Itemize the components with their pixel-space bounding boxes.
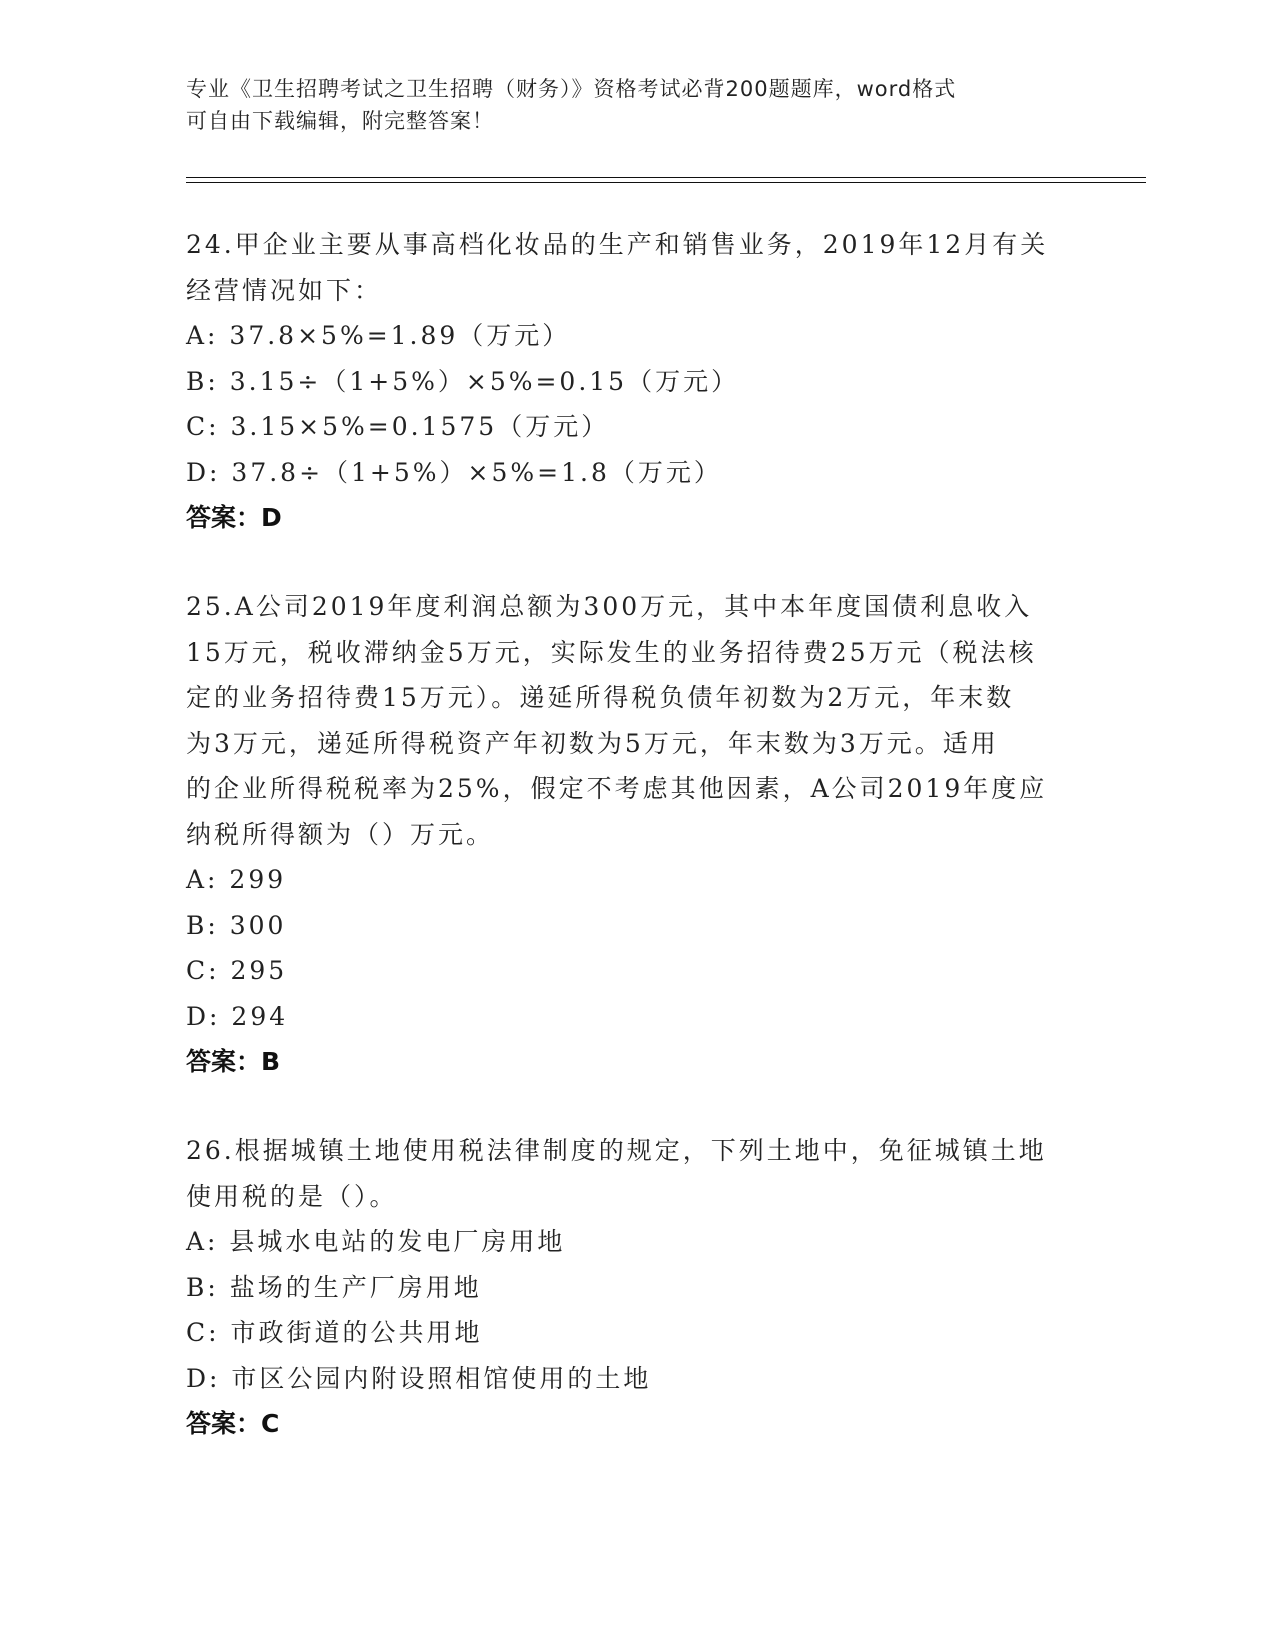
option-d: D: 294 <box>186 1001 289 1031</box>
header-line-2: 可自由下载编辑，附完整答案！ <box>186 109 494 133</box>
option-d: D: 37.8÷（1+5%）×5%=1.8（万元） <box>186 457 722 487</box>
question-stem: 26.根据城镇土地使用税法律制度的规定，下列土地中，免征城镇土地 使用税的是（）。 <box>186 1136 1047 1211</box>
question-25 <box>186 584 1086 1085</box>
question-stem: 25.A公司2019年度利润总额为300万元，其中本年度国债利息收入 15万元，税收滞纳金5万元，实际发生的业务招待费25万元（税法核 定的业务招待费15万元）。递延所得税负债年初数为2万元，年末数 为3万元，递延所得税资产年初数为5万元，年末数为3万元。适用 的企业所得税税率为25%，假定不考虑其他因素，A公司2019年度应 纳税所得额为（）万元。 <box>186 592 1048 849</box>
option-b: B: 3.15÷（1+5%）×5%=0.15（万元） <box>186 366 740 396</box>
question-24 <box>186 222 1086 541</box>
question-26 <box>186 1128 1086 1447</box>
option-c: C: 3.15×5%=0.1575（万元） <box>186 412 610 441</box>
option-c: C: 295 <box>186 956 288 985</box>
option-b: B: 300 <box>186 910 287 940</box>
header-line-1: 专业《卫生招聘考试之卫生招聘（财务）》资格考试必背200题题库，word格式 <box>186 77 957 101</box>
option-d: D: 市区公园内附设照相馆使用的土地 <box>186 1363 652 1393</box>
question-stem: 24.甲企业主要从事高档化妆品的生产和销售业务，2019年12月有关 经营情况如下： <box>186 230 1049 305</box>
answer: 答案：C <box>186 1409 280 1438</box>
answer: 答案：B <box>186 1047 281 1076</box>
option-a: A: 县城水电站的发电厂房用地 <box>186 1227 566 1256</box>
option-c: C: 市政街道的公共用地 <box>186 1318 483 1347</box>
option-b: B: 盐场的生产厂房用地 <box>186 1272 482 1302</box>
answer: 答案：D <box>186 503 282 532</box>
header-divider-top <box>186 177 1146 178</box>
header-divider-bottom <box>186 182 1146 183</box>
option-a: A: 37.8×5%=1.89（万元） <box>186 321 571 350</box>
option-a: A: 299 <box>186 865 287 894</box>
document-header <box>186 73 1066 137</box>
